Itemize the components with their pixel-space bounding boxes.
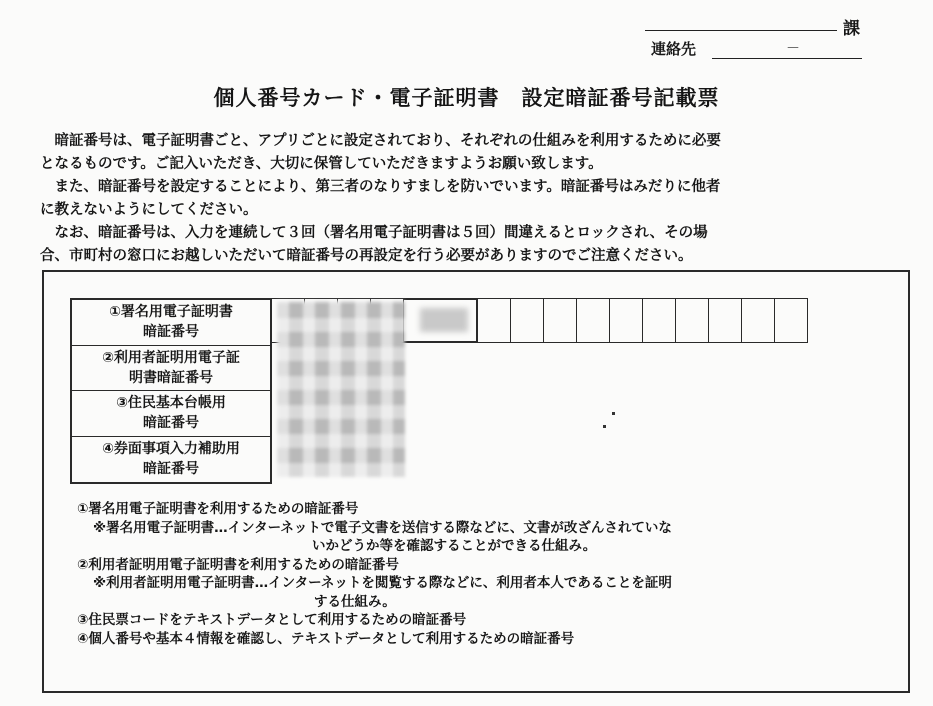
note-2-detail: ※利用者証明用電子証明書…インターネットを閲覧する際などに、利用者本人であることを証明 [93,575,672,591]
pin-row-label: 暗証番号 [142,324,199,341]
pin-row-user-certificate [72,346,270,392]
intro-line: 合、市町村の窓口にお越しいただいて暗証番号の再設定を行う必要がありますのでご注意ください。 [40,248,693,264]
note-1-detail: ※署名用電子証明書…インターネットで電子文書を送信する際などに、文書が改ざんされていな [93,519,672,536]
pin-row-card-info-input [72,437,270,483]
pin-digit-cell[interactable] [511,298,544,343]
pin-digit-cell[interactable] [610,298,643,343]
redacted-pin-entry-small [420,308,468,332]
note-1-detail-cont: いかどうか等を確認することができる仕組み。 [312,538,597,554]
pin-digit-cell[interactable] [676,298,709,343]
pin-row-label: ①署名用電子証明書 [109,304,233,321]
department-suffix: 課 [843,19,860,39]
contact-label: 連絡先 [651,40,697,58]
pin-row-label: 明書暗証番号 [128,369,213,386]
note-2-detail-cont: する仕組み。 [314,593,396,610]
intro-line: に教えないようにしてください。 [40,202,258,218]
pin-digit-cell[interactable] [643,298,676,343]
pin-row-label: 暗証番号 [142,415,199,432]
pin-label-table [70,298,272,484]
pin-row-label: 暗証番号 [142,461,199,478]
note-4: ④個人番号や基本４情報を確認し、テキストデータとして利用するための暗証番号 [77,630,575,647]
pin-digit-cell[interactable] [577,298,610,343]
note-3: ③住民票コードをテキストデータとして利用するための暗証番号 [77,612,467,628]
intro-line: また、暗証番号を設定することにより、第三者のなりすましを防いでいます。暗証番号はみだりに他者 [40,179,721,195]
pin-digit-cell[interactable] [544,298,577,343]
intro-text [40,130,900,268]
note-1: ①署名用電子証明書を利用するための暗証番号 [77,501,359,517]
intro-line: となるものです。ご記入いただき、大切に保管していただきますようお願い致します。 [40,156,603,172]
pin-digit-cell[interactable] [742,298,775,343]
contact-blank-line [712,58,862,59]
intro-line: なお、暗証番号は、入力を連続して３回（署名用電子証明書は５回）間違えるとロックされ、その場 [40,225,708,241]
pin-notes [77,500,837,648]
contact-dash: － [786,41,800,57]
page-title: 個人番号カード・電子証明書 設定暗証番号記載票 [213,86,720,110]
pin-digit-cell[interactable] [478,298,511,343]
pin-digit-cell[interactable] [775,298,808,343]
pin-row-label: ②利用者証明用電子証 [102,349,240,366]
department-blank-line [645,30,837,31]
pin-row-resident-registry [72,391,270,437]
scan-speck [612,412,615,415]
pin-row-signature [72,300,270,346]
redacted-pin-entries [277,301,405,477]
intro-line: 暗証番号は、電子証明書ごと、アプリごとに設定されており、それぞれの仕組みを利用するために必要 [40,133,721,149]
note-2: ②利用者証明用電子証明書を利用するための暗証番号 [77,556,399,573]
scan-speck [603,425,606,428]
pin-digit-cell[interactable] [709,298,742,343]
pin-row-label: ③住民基本台帳用 [116,395,226,412]
pin-row-label: ④券面事項入力補助用 [102,441,240,458]
